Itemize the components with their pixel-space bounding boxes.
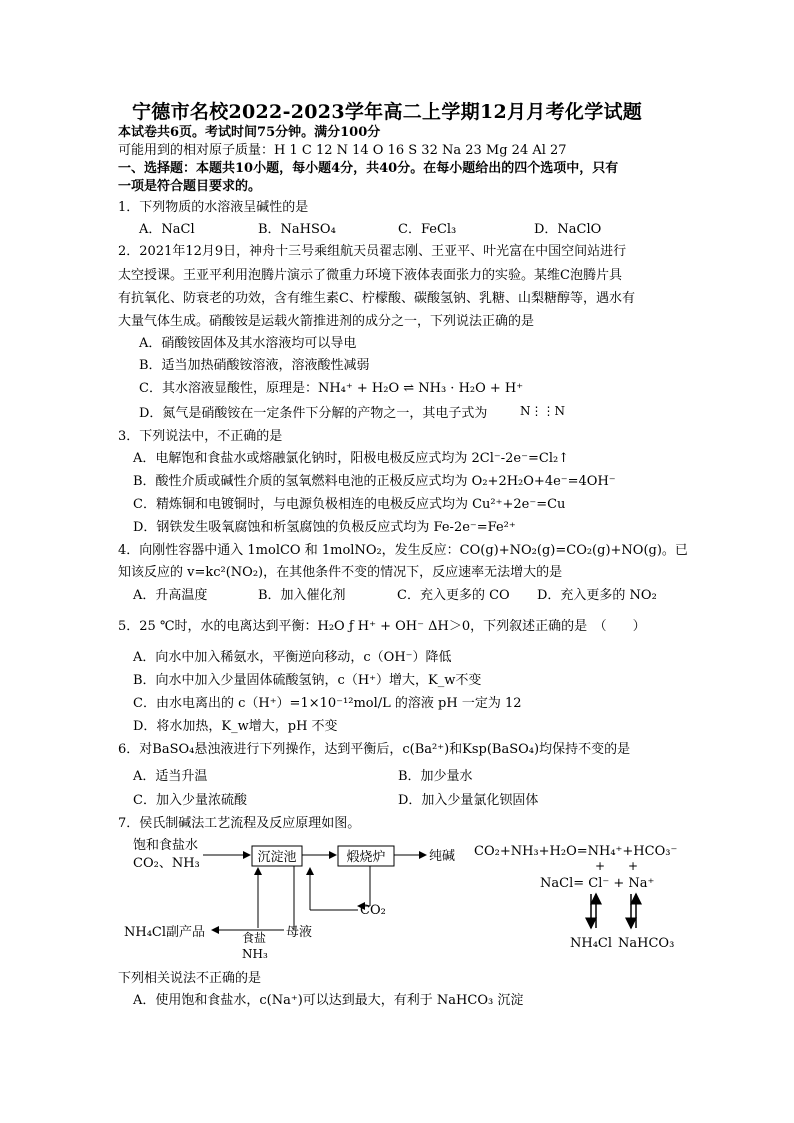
reaction-equation-1: CO₂+NH₃+H₂O=NH₄⁺+HCO₃⁻: [474, 844, 678, 859]
q4-stem-line1: 4．向刚性容器中通入 1molCO 和 1molNO₂，发生反应：CO(g)+NO₂(g)=CO₂(g)+NO(g)。已: [118, 543, 688, 558]
q2-option-c: C．其水溶液显酸性，原理是：NH₄⁺ + H₂O ⇌ NH₃ · H₂O + H⁺: [139, 381, 524, 396]
q1-option-c: C．FeCl₃: [398, 222, 457, 237]
q6-option-a: A．适当升温: [133, 769, 208, 784]
q3-stem: 3．下列说法中，不正确的是: [118, 429, 283, 444]
q2-stem-line2: 太空授课。王亚平利用泡腾片演示了微重力环境下液体表面张力的实验。某维C泡腾片具: [118, 268, 622, 283]
q2-stem-line1: 2．2021年12月9日，神舟十三号乘组航天员翟志刚、王亚平、叶光富在中国空间站进行: [118, 244, 627, 259]
hou-process-diagram: [0, 832, 794, 972]
plus-sign-2: +: [628, 859, 639, 873]
q3-option-b: B．酸性介质或碱性介质的氢氧燃料电池的正极反应式均为 O₂+2H₂O+4e⁻=4OH⁻: [133, 474, 616, 489]
q2-option-b: B．适当加热硝酸铵溶液，溶液酸性减弱: [139, 358, 370, 373]
q5-option-d: D．将水加热，K_w增大，pH 不变: [133, 719, 338, 734]
q6-option-b: B．加少量水: [398, 769, 473, 784]
section1-heading-line2: 一项是符合题目要求的。: [118, 179, 262, 194]
section1-heading-line1: 一、选择题：本题共10小题，每小题4分，共40分。在每小题给出的四个选项中，只有: [118, 161, 619, 176]
calciner-label: 煅烧炉: [346, 850, 386, 865]
q5-option-c: C．由水电离出的 c（H⁺）=1×10⁻¹²mol/L 的溶液 pH 一定为 12: [133, 696, 522, 711]
q1-option-b: B．NaHSO₄: [258, 222, 336, 237]
q2-electron-formula: N⋮⋮N: [520, 404, 565, 418]
mother-liquor-label: 母液: [286, 925, 313, 940]
salt-input-label: 食盐: [242, 931, 267, 945]
input-brine: 饱和食盐水: [133, 838, 199, 853]
input-gases: CO₂、NH₃: [133, 856, 200, 871]
co2-recycle-label: CO₂: [360, 903, 386, 918]
q3-option-c: C．精炼铜和电镀铜时，与电源负极相连的电极反应式均为 Cu²⁺+2e⁻=Cu: [133, 497, 566, 512]
q5-stem: 5．25 ℃时，水的电离达到平衡：H₂O ƒ H⁺ + OH⁻ ΔH＞0，下列叙述正确的是 （ ）: [118, 619, 646, 634]
soda-ash-label: 纯碱: [429, 849, 456, 864]
q3-option-d: D．钢铁发生吸氧腐蚀和析氢腐蚀的负极反应式均为 Fe-2e⁻=Fe²⁺: [133, 520, 516, 535]
q5-option-b: B．向水中加入少量固体硫酸氢钠，c（H⁺）增大，K_w不变: [133, 673, 482, 688]
nh4cl-product: NH₄Cl: [570, 936, 613, 951]
nh3-input-label: NH₃: [242, 947, 268, 961]
exam-info: 本试卷共6页。考试时间75分钟。满分100分: [118, 125, 381, 140]
q6-option-c: C．加入少量浓硫酸: [133, 793, 247, 808]
atomic-masses: 可能用到的相对原子质量：H 1 C 12 N 14 O 16 S 32 Na 23 Mg 24 Al 27: [118, 143, 567, 158]
q4-option-a: A．升高温度: [133, 588, 208, 603]
q6-stem: 6．对BaSO₄悬浊液进行下列操作，达到平衡后，c(Ba²⁺)和Ksp(BaSO₄)均保持不变的是: [118, 742, 631, 757]
q4-stem-line2: 知该反应的 v=kc²(NO₂)，在其他条件不变的情况下，反应速率无法增大的是: [118, 565, 563, 580]
q7-after-diagram: 下列相关说法不正确的是: [118, 971, 262, 986]
page-title: 宁德市名校2022-2023学年高二上学期12月月考化学试题: [132, 101, 643, 123]
byproduct-label: NH₄Cl副产品: [124, 925, 206, 940]
q7-stem: 7．侯氏制碱法工艺流程及反应原理如图。: [118, 816, 361, 831]
q3-option-a: A．电解饱和食盐水或熔融氯化钠时，阳极电极反应式均为 2Cl⁻-2e⁻=Cl₂↑: [133, 451, 570, 466]
q1-stem: 1．下列物质的水溶液呈碱性的是: [118, 200, 309, 215]
q2-option-a: A．硝酸铵固体及其水溶液均可以导电: [139, 336, 357, 351]
q2-stem-line3: 有抗氧化、防衰老的功效，含有维生素C、柠檬酸、碳酸氢钠、乳糖、山梨糖醇等，遇水有: [118, 291, 635, 306]
q1-option-d: D．NaClO: [534, 222, 602, 237]
q2-option-d: D．氮气是硝酸铵在一定条件下分解的产物之一，其电子式为: [139, 406, 488, 421]
q1-option-a: A．NaCl: [139, 222, 195, 237]
q4-option-c: C．充入更多的 CO: [397, 588, 510, 603]
q6-option-d: D．加入少量氯化钡固体: [398, 793, 539, 808]
precipitation-tank-label: 沉淀池: [257, 850, 297, 865]
reaction-equation-2: NaCl= Cl⁻ + Na⁺: [540, 876, 655, 891]
plus-sign-1: +: [595, 859, 606, 873]
q5-option-a: A．向水中加入稀氨水，平衡逆向移动，c（OH⁻）降低: [133, 650, 452, 665]
nahco3-product: NaHCO₃: [618, 936, 675, 951]
q4-option-b: B．加入催化剂: [258, 588, 346, 603]
q7-option-a: A．使用饱和食盐水，c(Na⁺)可以达到最大，有利于 NaHCO₃ 沉淀: [133, 993, 524, 1008]
q2-stem-line4: 大量气体生成。硝酸铵是运载火箭推进剂的成分之一，下列说法正确的是: [118, 314, 535, 329]
q4-option-d: D．充入更多的 NO₂: [537, 588, 657, 603]
